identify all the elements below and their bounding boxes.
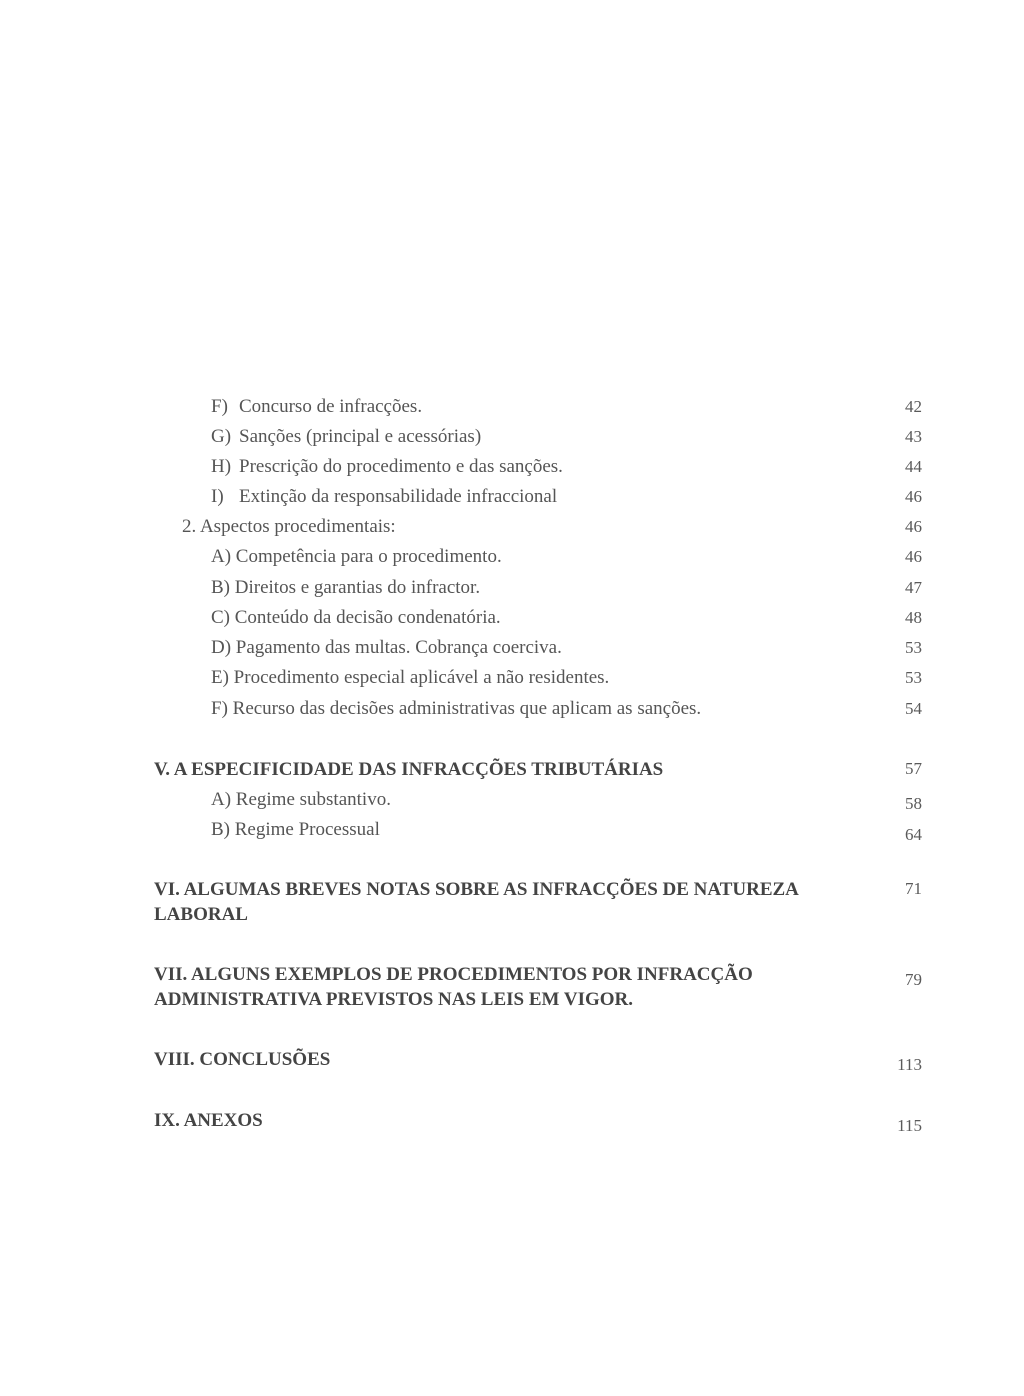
toc-page-number: 113 xyxy=(897,1055,922,1074)
toc-entry-text: F) Recurso das decisões administrativas que aplicam as sanções. xyxy=(211,698,702,719)
toc-page-number: 53 xyxy=(905,638,922,657)
toc-page-number: 46 xyxy=(905,487,922,506)
toc-section-heading-continued: ADMINISTRATIVA PREVISTOS NAS LEIS EM VIGOR. xyxy=(154,989,633,1010)
toc-page-number: 79 xyxy=(905,970,922,989)
toc-entry-text: B) Direitos e garantias do infractor. xyxy=(211,577,481,598)
toc-page-number: 115 xyxy=(897,1116,922,1135)
toc-entry-label: F) xyxy=(211,396,228,417)
toc-page-number: 57 xyxy=(905,759,922,778)
toc-page-number: 44 xyxy=(905,457,922,476)
toc-entry-text: Prescrição do procedimento e das sanções. xyxy=(239,456,563,477)
toc-entry-text: D) Pagamento das multas. Cobrança coerciva. xyxy=(211,637,562,658)
toc-entry-text: A) Regime substantivo. xyxy=(211,789,391,810)
toc-section-heading: VIII. CONCLUSÕES xyxy=(154,1049,331,1070)
toc-entry-text: Extinção da responsabilidade infraccional xyxy=(239,486,558,507)
toc-page-number: 46 xyxy=(905,517,922,536)
toc-entry-label: I) xyxy=(211,486,224,507)
toc-entry-label: H) xyxy=(211,456,232,477)
toc-page-number: 64 xyxy=(905,825,922,844)
toc-page-number: 53 xyxy=(905,668,922,687)
toc-page-number: 48 xyxy=(905,608,922,627)
toc-page-number: 43 xyxy=(905,427,922,446)
toc-page-number: 47 xyxy=(905,578,922,597)
toc-section-heading: VII. ALGUNS EXEMPLOS DE PROCEDIMENTOS POR INFRACÇÃO xyxy=(154,964,753,985)
toc-page-number: 71 xyxy=(905,879,922,898)
toc-entry-text: 2. Aspectos procedimentais: xyxy=(182,516,396,537)
toc-section-heading: V. A ESPECIFICIDADE DAS INFRACÇÕES TRIBUTÁRIAS xyxy=(154,759,664,780)
toc-page-number: 42 xyxy=(905,397,922,416)
toc-entry-text: E) Procedimento especial aplicável a não residentes. xyxy=(211,667,610,688)
toc-entry-label: G) xyxy=(211,426,232,447)
toc-section-heading-continued: LABORAL xyxy=(154,904,248,925)
toc-entry-text: Concurso de infracções. xyxy=(239,396,423,417)
toc-page-number: 58 xyxy=(905,794,922,813)
toc-entry-text: B) Regime Processual xyxy=(211,819,380,840)
toc-entry-text: Sanções (principal e acessórias) xyxy=(239,426,482,447)
toc-entry-text: C) Conteúdo da decisão condenatória. xyxy=(211,607,501,628)
toc-page-number: 46 xyxy=(905,547,922,566)
toc-section-heading: IX. ANEXOS xyxy=(154,1110,263,1131)
toc-entry-text: A) Competência para o procedimento. xyxy=(211,546,502,567)
toc-section-heading: VI. ALGUMAS BREVES NOTAS SOBRE AS INFRACÇÕES DE NATUREZA xyxy=(154,879,799,900)
toc-page-number: 54 xyxy=(905,699,922,718)
